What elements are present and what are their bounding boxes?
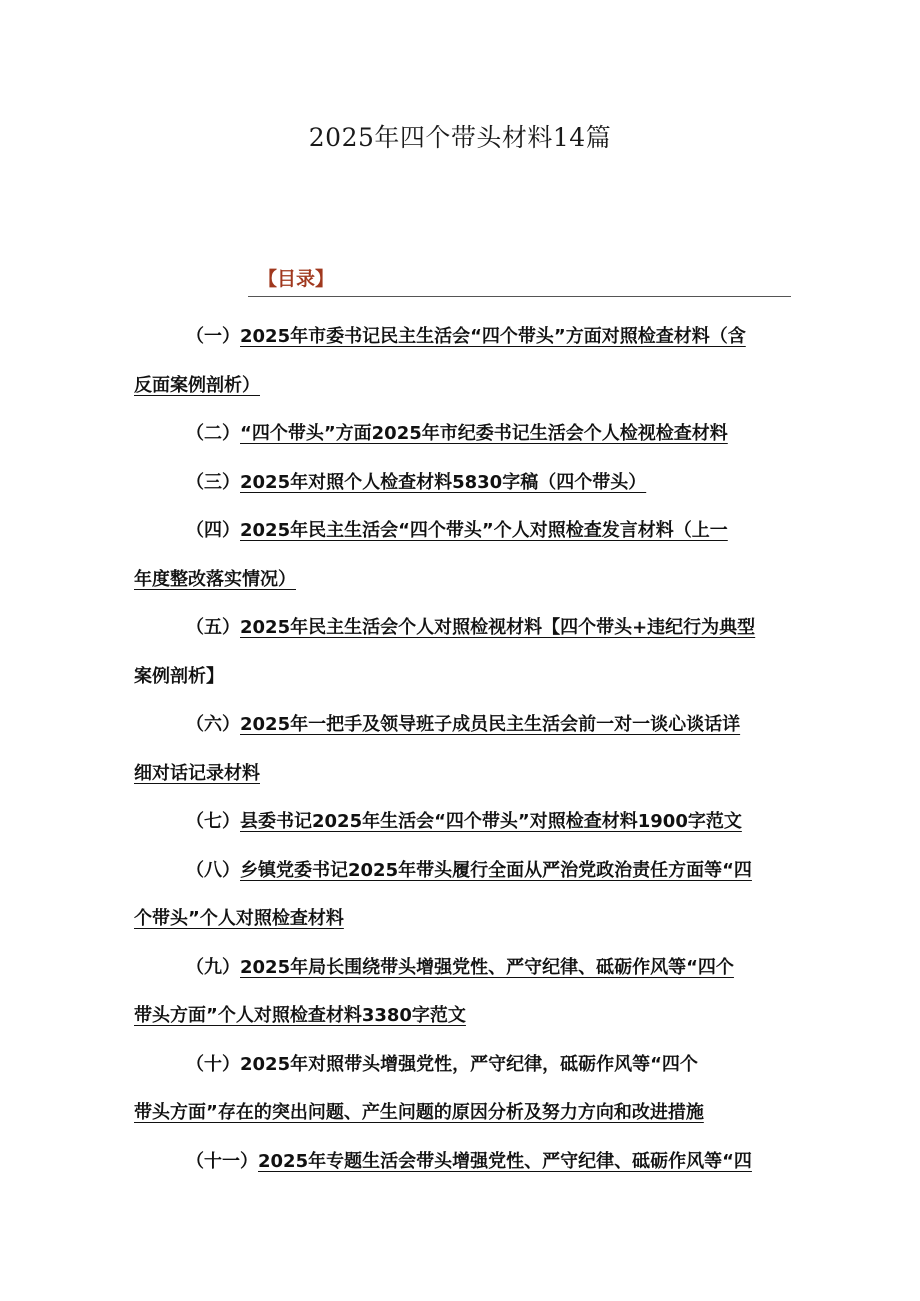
toc-entry-2[interactable] (134, 410, 794, 459)
toc-entry-4-cont[interactable] (134, 556, 794, 605)
toc-entry-link[interactable]: 2025年市委书记民主生活会“四个带头”方面对照检查材料（含 (240, 326, 746, 347)
toc-entry-7[interactable] (134, 798, 794, 847)
toc-entry-number: （六） (186, 714, 240, 735)
toc-entry-link[interactable]: 乡镇党委书记2025年带头履行全面从严治党政治责任方面等“四 (240, 859, 752, 881)
toc-entry-6[interactable] (134, 701, 794, 750)
toc-heading: 【目录】 (258, 268, 335, 290)
toc-entry-9-cont[interactable] (134, 992, 794, 1041)
toc-entry-link[interactable]: 2025年一把手及领导班子成员民主生活会前一对一谈心谈话详 (240, 714, 741, 735)
toc-entry-number: （三） (186, 471, 240, 493)
toc-entry-6-cont[interactable] (134, 750, 794, 799)
toc-entry-5[interactable] (134, 604, 794, 653)
toc-heading-rule (248, 262, 791, 297)
toc-entry-link[interactable]: “四个带头”方面2025年市纪委书记生活会个人检视检查材料 (240, 423, 728, 444)
toc-entry-number: （八） (186, 859, 240, 881)
toc-entry-number: （十一） (186, 1150, 258, 1172)
toc-entry-link[interactable]: 带头方面”个人对照检查材料3380字范文 (134, 1005, 466, 1026)
toc-entry-link[interactable]: 带头方面”存在的突出问题、产生问题的原因分析及努力方向和改进措施 (134, 1102, 704, 1123)
document-title: 2025年四个带头材料14篇 (308, 123, 612, 152)
toc-entry-number: （五） (186, 617, 240, 638)
toc-entry-link[interactable]: 2025年民主生活会“四个带头”个人对照检查发言材料（上一 (240, 520, 728, 541)
toc-entry-number: （七） (186, 811, 240, 832)
toc-entry-10-cont[interactable] (134, 1089, 794, 1138)
toc-entry-10[interactable] (134, 1041, 794, 1090)
toc-entry-1-cont[interactable] (134, 362, 794, 411)
toc-entry-4[interactable] (134, 507, 794, 556)
toc-entry-number: （九） (186, 956, 240, 978)
toc-entry-link[interactable]: 反面案例剖析） (134, 374, 260, 396)
toc-entry-link[interactable]: 2025年对照个人检查材料5830字稿（四个带头） (240, 471, 647, 493)
toc-entry-link[interactable]: 案例剖析】 (134, 665, 224, 687)
toc-entry-8[interactable] (134, 847, 794, 896)
toc-entry-number: （四） (186, 520, 240, 541)
toc-entry-3[interactable] (134, 459, 794, 508)
table-of-contents (134, 313, 794, 1186)
toc-entry-link[interactable]: 个带头”个人对照检查材料 (134, 908, 344, 929)
toc-entry-number: （二） (186, 423, 240, 444)
toc-entry-11[interactable] (134, 1138, 794, 1187)
toc-entry-number: （十） (186, 1053, 240, 1075)
toc-entry-number: （一） (186, 326, 240, 347)
toc-entry-link[interactable]: 2025年局长围绕带头增强党性、严守纪律、砥砺作风等“四个 (240, 956, 734, 978)
toc-entry-9[interactable] (134, 944, 794, 993)
toc-entry-link[interactable]: 细对话记录材料 (134, 762, 260, 784)
toc-entry-link[interactable]: 年度整改落实情况） (134, 568, 296, 590)
toc-entry-1[interactable] (134, 313, 794, 362)
toc-entry-link[interactable]: 2025年专题生活会带头增强党性、严守纪律、砥砺作风等“四 (258, 1150, 752, 1172)
toc-entry-5-cont[interactable] (134, 653, 794, 702)
toc-entry-8-cont[interactable] (134, 895, 794, 944)
toc-entry-link[interactable]: 2025年对照带头增强党性，严守纪律，砥砺作风等“四个 (240, 1053, 698, 1075)
toc-entry-link[interactable]: 县委书记2025年生活会“四个带头”对照检查材料1900字范文 (240, 811, 742, 832)
toc-entry-link[interactable]: 2025年民主生活会个人对照检视材料【四个带头+违纪行为典型 (240, 617, 756, 638)
